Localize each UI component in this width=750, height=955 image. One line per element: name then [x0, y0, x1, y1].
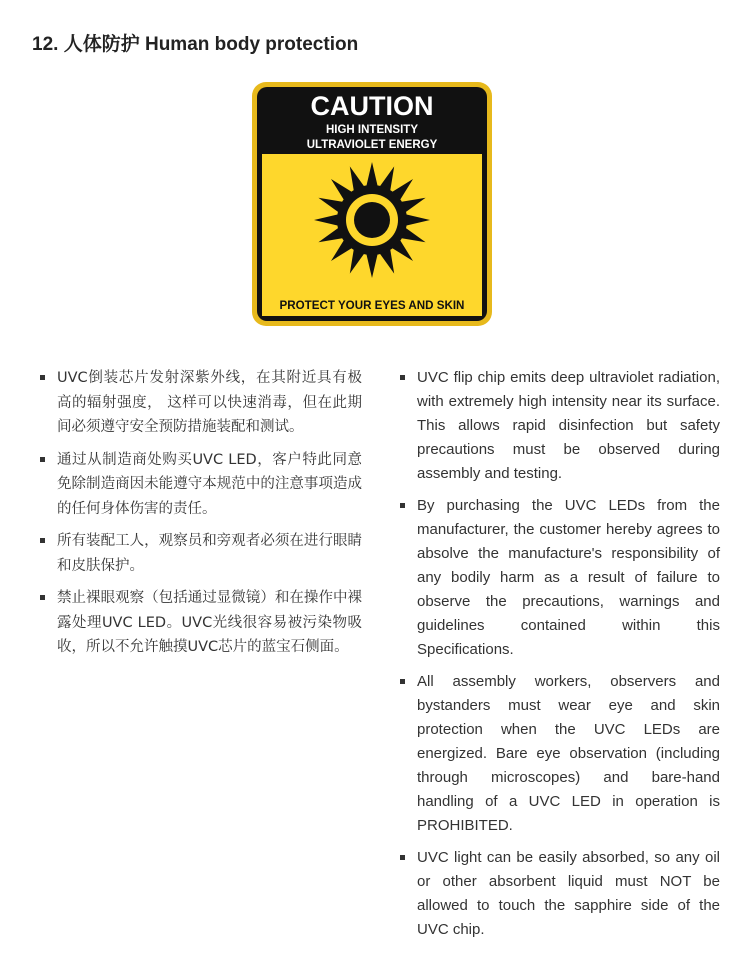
bullet-icon [400, 503, 405, 508]
sign-caution-text: CAUTION [310, 91, 434, 121]
list-item: UVC light can be easily absorbed, so any oil or other absorbent liquid must NOT be allowed to touch the sapphire side of the UVC chip. [400, 846, 720, 942]
bullet-icon [400, 855, 405, 860]
list-item: All assembly workers, observers and bystanders must wear eye and skin protection when the UVC LEDs are energized. Bare eye observation (including through microscopes) and bare-hand handling of a UVC LED in operation is PROHIBITED. [400, 670, 720, 838]
bullet-icon [40, 457, 45, 462]
list-item: UVC倒装芯片发射深紫外线，在其附近具有极高的辐射强度， 这样可以快速消毒，但在此期间必须遵守安全预防措施装配和测试。 [40, 366, 362, 440]
list-item: 所有装配工人，观察员和旁观者必须在进行眼睛和皮肤保护。 [40, 529, 362, 578]
list-item: 通过从制造商处购买UVC LED，客户特此同意免除制造商因未能遵守本规范中的注意事项造成的任何身体伤害的责任。 [40, 448, 362, 522]
english-list [400, 366, 720, 950]
section-title: 12. 人体防护 Human body protection [32, 34, 359, 55]
list-item: UVC flip chip emits deep ultraviolet radiation, with extremely high intensity near its surface. This allows rapid disinfection but safety precautions must be observed during assembly and testing. [400, 366, 720, 486]
sun-icon [314, 162, 430, 278]
chinese-list [40, 366, 362, 668]
sign-line2-text: ULTRAVIOLET ENERGY [306, 139, 438, 151]
bullet-icon [400, 679, 405, 684]
list-item: 禁止裸眼观察（包括通过显微镜）和在操作中裸露处理UVC LED。UVC光线很容易被污染物吸收，所以不允许触摸UVC芯片的蓝宝石侧面。 [40, 586, 362, 660]
bullet-icon [40, 595, 45, 600]
bullet-icon [40, 538, 45, 543]
list-item: By purchasing the UVC LEDs from the manufacturer, the customer hereby agrees to absolve the manufacture's responsibility of any bodily harm as a result of failure to observe the precautions, warnings and guidelines contained within this Specifications. [400, 494, 720, 662]
sign-line1-text: HIGH INTENSITY [325, 124, 419, 136]
caution-sign [252, 82, 492, 326]
sign-footer-text: PROTECT YOUR EYES AND SKIN [279, 299, 465, 312]
bullet-icon [40, 375, 45, 380]
bullet-icon [400, 375, 405, 380]
